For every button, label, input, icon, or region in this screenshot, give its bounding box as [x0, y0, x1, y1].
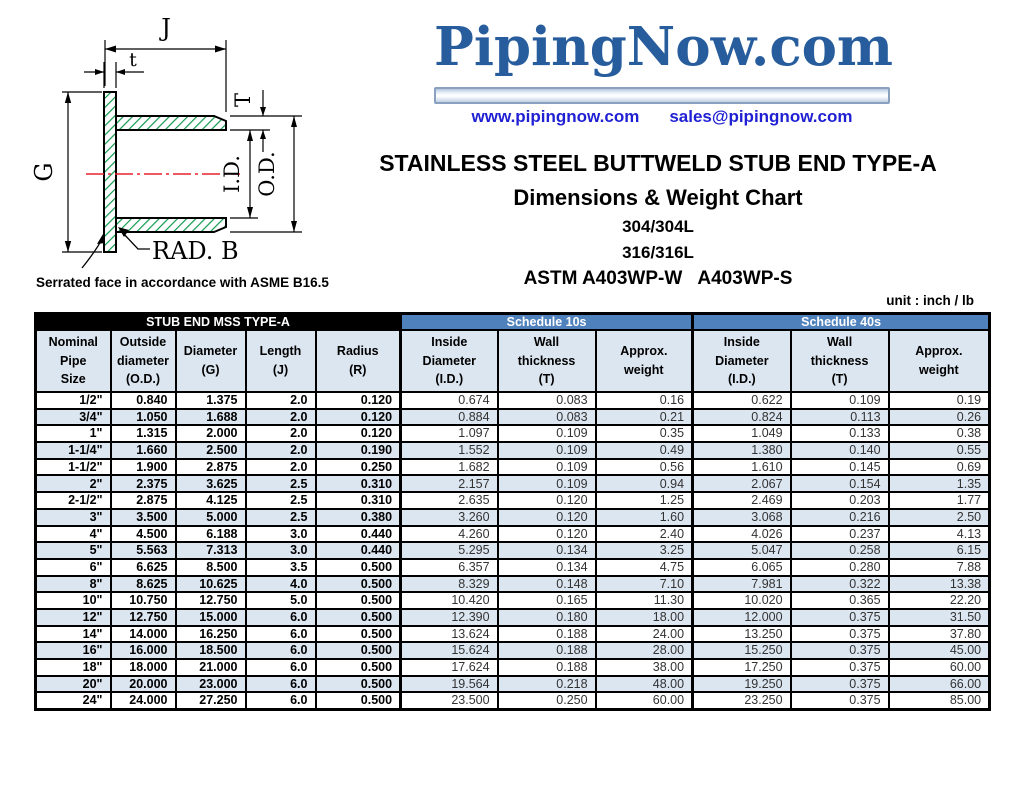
table-cell: 5.000: [176, 509, 246, 526]
table-cell: 7.313: [176, 542, 246, 559]
pipe-bottom-wall: [116, 218, 226, 232]
table-cell: 0.26: [889, 409, 990, 426]
email-link[interactable]: sales@pipingnow.com: [669, 107, 853, 126]
table-cell: 0.120: [498, 509, 596, 526]
title-block: [370, 150, 946, 290]
contact-line: [434, 107, 890, 127]
table-cell: 1-1/4": [36, 442, 111, 459]
table-cell: 3.260: [401, 509, 498, 526]
table-cell: 0.622: [693, 392, 791, 409]
table-cell: 4.125: [176, 492, 246, 509]
table-cell: 0.35: [596, 425, 693, 442]
table-cell: 15.000: [176, 609, 246, 626]
table-cell: 0.083: [498, 409, 596, 426]
table-cell: 0.500: [316, 626, 401, 643]
table-cell: 0.109: [498, 475, 596, 492]
table-cell: 5.295: [401, 542, 498, 559]
dimensions-weight-table: [34, 312, 991, 711]
table-cell: 1/2": [36, 392, 111, 409]
column-header: [693, 330, 791, 392]
column-header-line: (J): [272, 363, 289, 377]
table-cell: 6.625: [111, 559, 176, 576]
column-header-line: weight: [624, 363, 664, 377]
column-header-line: thickness: [810, 353, 869, 368]
table-cell: 6.0: [246, 659, 316, 676]
table-row: [36, 592, 990, 609]
table-cell: 0.375: [791, 609, 889, 626]
table-cell: 5": [36, 542, 111, 559]
table-cell: 3.500: [111, 509, 176, 526]
table-cell: 20.000: [111, 676, 176, 693]
table-cell: 4.260: [401, 526, 498, 543]
table-cell: 17.250: [693, 659, 791, 676]
table-cell: 8.625: [111, 576, 176, 593]
table-cell: 0.180: [498, 609, 596, 626]
table-row: [36, 492, 990, 509]
table-cell: 0.500: [316, 559, 401, 576]
table-cell: 2": [36, 475, 111, 492]
column-header-line: Approx.: [620, 344, 668, 359]
table-cell: 18.500: [176, 642, 246, 659]
table-row: [36, 676, 990, 693]
table-cell: 0.203: [791, 492, 889, 509]
table-cell: 3/4": [36, 409, 111, 426]
table-cell: 0.840: [111, 392, 176, 409]
table-cell: 3.25: [596, 542, 693, 559]
table-cell: 0.165: [498, 592, 596, 609]
column-header-line: Radius: [336, 344, 379, 359]
table-cell: 0.148: [498, 576, 596, 593]
table-cell: 6": [36, 559, 111, 576]
table-cell: 12": [36, 609, 111, 626]
table-cell: 1": [36, 425, 111, 442]
table-cell: 0.134: [498, 542, 596, 559]
table-row: [36, 576, 990, 593]
table-cell: 2.000: [176, 425, 246, 442]
table-cell: 1.77: [889, 492, 990, 509]
column-header-line: (R): [349, 363, 367, 377]
table-cell: 19.564: [401, 676, 498, 693]
table-cell: 37.80: [889, 626, 990, 643]
dimensions-weight-table-wrap: [34, 312, 991, 711]
table-cell: 60.00: [889, 659, 990, 676]
table-row: [36, 559, 990, 576]
unit-note: unit : inch / lb: [886, 293, 974, 308]
table-cell: 2.50: [889, 509, 990, 526]
dim-label-t: t: [129, 49, 137, 71]
rad-b-label: RAD. B: [152, 237, 239, 265]
table-cell: 0.94: [596, 475, 693, 492]
table-cell: 31.50: [889, 609, 990, 626]
dim-label-id: I.D.: [220, 155, 244, 193]
table-cell: 18.000: [111, 659, 176, 676]
table-cell: 0.216: [791, 509, 889, 526]
column-header: [111, 330, 176, 392]
table-cell: 1.315: [111, 425, 176, 442]
table-cell: 0.322: [791, 576, 889, 593]
table-cell: 0.188: [498, 659, 596, 676]
table-cell: 15.624: [401, 642, 498, 659]
column-header-line: Nominal: [48, 334, 98, 349]
column-header-row: [36, 330, 990, 392]
table-cell: 12.750: [111, 609, 176, 626]
table-row: [36, 526, 990, 543]
table-cell: 0.365: [791, 592, 889, 609]
grade-304: 304/304L: [622, 216, 694, 236]
astm-spec: ASTM A403WP-W A403WP-S: [523, 267, 793, 289]
table-cell: 27.250: [176, 692, 246, 709]
table-cell: 0.21: [596, 409, 693, 426]
website-link[interactable]: www.pipingnow.com: [471, 107, 640, 126]
table-cell: 2.5: [246, 492, 316, 509]
column-header-line: (I.D.): [435, 372, 464, 387]
table-cell: 15.250: [693, 642, 791, 659]
table-cell: 0.109: [498, 425, 596, 442]
column-header-line: Inside: [723, 334, 760, 349]
column-header-line: diameter: [116, 353, 170, 368]
table-cell: 0.188: [498, 642, 596, 659]
table-cell: 2.875: [176, 459, 246, 476]
table-row: [36, 659, 990, 676]
table-cell: 1.375: [176, 392, 246, 409]
pipe-top-wall: [116, 116, 226, 130]
column-header-line: Approx.: [915, 344, 963, 359]
table-cell: 24": [36, 692, 111, 709]
table-cell: 3.625: [176, 475, 246, 492]
column-header-line: Wall: [826, 334, 853, 349]
table-cell: 18": [36, 659, 111, 676]
table-cell: 0.218: [498, 676, 596, 693]
column-header: [246, 330, 316, 392]
column-header-line: Length: [259, 344, 302, 359]
column-header-line: weight: [919, 363, 959, 377]
table-cell: 12.750: [176, 592, 246, 609]
table-cell: 0.258: [791, 542, 889, 559]
table-cell: 1.60: [596, 509, 693, 526]
table-cell: 0.134: [498, 559, 596, 576]
table-cell: 21.000: [176, 659, 246, 676]
table-cell: 1.552: [401, 442, 498, 459]
table-cell: 2.5: [246, 475, 316, 492]
table-cell: 13.624: [401, 626, 498, 643]
table-cell: 0.56: [596, 459, 693, 476]
table-cell: 16.250: [176, 626, 246, 643]
table-cell: 0.120: [316, 409, 401, 426]
table-row: [36, 609, 990, 626]
table-cell: 6.065: [693, 559, 791, 576]
table-cell: 0.500: [316, 592, 401, 609]
table-cell: 16.000: [111, 642, 176, 659]
table-row: [36, 425, 990, 442]
dim-label-g: G: [30, 162, 58, 182]
group-header: Schedule 10s: [401, 314, 693, 331]
column-header: [791, 330, 889, 392]
table-cell: 0.310: [316, 492, 401, 509]
table-cell: 0.380: [316, 509, 401, 526]
table-cell: 1.380: [693, 442, 791, 459]
table-cell: 85.00: [889, 692, 990, 709]
column-header-line: (T): [831, 372, 848, 387]
doc-title: STAINLESS STEEL BUTTWELD STUB END TYPE-A: [379, 150, 937, 176]
pipe-graphic-divider: [434, 87, 890, 104]
table-cell: 19.250: [693, 676, 791, 693]
column-header-line: (I.D.): [727, 372, 756, 387]
column-header: [889, 330, 990, 392]
table-cell: 23.000: [176, 676, 246, 693]
table-cell: 28.00: [596, 642, 693, 659]
table-cell: 0.440: [316, 542, 401, 559]
table-cell: 10.020: [693, 592, 791, 609]
column-header-line: (T): [538, 372, 555, 387]
table-cell: 3.5: [246, 559, 316, 576]
table-cell: 0.500: [316, 576, 401, 593]
table-cell: 3.068: [693, 509, 791, 526]
table-cell: 0.16: [596, 392, 693, 409]
table-row: [36, 542, 990, 559]
table-cell: 0.188: [498, 626, 596, 643]
table-cell: 0.120: [316, 392, 401, 409]
table-cell: 0.375: [791, 642, 889, 659]
table-cell: 0.69: [889, 459, 990, 476]
table-cell: 0.083: [498, 392, 596, 409]
table-cell: 0.109: [498, 442, 596, 459]
table-cell: 1-1/2": [36, 459, 111, 476]
table-cell: 16": [36, 642, 111, 659]
table-cell: 0.250: [498, 692, 596, 709]
table-row: [36, 409, 990, 426]
table-row: [36, 475, 990, 492]
table-cell: 8.500: [176, 559, 246, 576]
table-cell: 66.00: [889, 676, 990, 693]
table-cell: 7.981: [693, 576, 791, 593]
table-cell: 6.15: [889, 542, 990, 559]
table-cell: 10": [36, 592, 111, 609]
table-cell: 5.563: [111, 542, 176, 559]
table-cell: 10.420: [401, 592, 498, 609]
table-cell: 60.00: [596, 692, 693, 709]
grade-316: 316/316L: [622, 242, 694, 262]
doc-subtitle: Dimensions & Weight Chart: [513, 184, 803, 210]
table-cell: 0.375: [791, 676, 889, 693]
table-cell: 24.00: [596, 626, 693, 643]
table-cell: 0.19: [889, 392, 990, 409]
table-cell: 0.500: [316, 609, 401, 626]
table-cell: 5.047: [693, 542, 791, 559]
table-cell: 0.375: [791, 692, 889, 709]
table-cell: 7.88: [889, 559, 990, 576]
dim-label-j: J: [161, 14, 171, 42]
table-cell: 45.00: [889, 642, 990, 659]
table-cell: 0.375: [791, 626, 889, 643]
table-cell: 7.10: [596, 576, 693, 593]
column-header: [176, 330, 246, 392]
table-cell: 6.188: [176, 526, 246, 543]
table-row: [36, 392, 990, 409]
table-row: [36, 692, 990, 709]
table-cell: 0.120: [316, 425, 401, 442]
table-cell: 24.000: [111, 692, 176, 709]
table-cell: 48.00: [596, 676, 693, 693]
table-cell: 3.0: [246, 526, 316, 543]
table-cell: 10.750: [111, 592, 176, 609]
table-cell: 0.310: [316, 475, 401, 492]
table-cell: 6.0: [246, 609, 316, 626]
table-cell: 0.250: [316, 459, 401, 476]
table-cell: 38.00: [596, 659, 693, 676]
flange-section: [104, 92, 116, 252]
table-cell: 0.38: [889, 425, 990, 442]
table-cell: 2.40: [596, 526, 693, 543]
table-cell: 0.109: [791, 392, 889, 409]
table-cell: 4.026: [693, 526, 791, 543]
table-row: [36, 459, 990, 476]
table-cell: 8": [36, 576, 111, 593]
table-cell: 1.688: [176, 409, 246, 426]
table-cell: 8.329: [401, 576, 498, 593]
table-cell: 0.145: [791, 459, 889, 476]
table-cell: 1.049: [693, 425, 791, 442]
table-cell: 1.097: [401, 425, 498, 442]
table-cell: 2.067: [693, 475, 791, 492]
table-cell: 1.900: [111, 459, 176, 476]
table-cell: 2.375: [111, 475, 176, 492]
column-header-line: Pipe: [60, 353, 87, 368]
column-header-line: Wall: [533, 334, 560, 349]
table-cell: 4.0: [246, 576, 316, 593]
table-cell: 4.13: [889, 526, 990, 543]
column-header-line: Diameter: [183, 344, 238, 359]
table-cell: 4.75: [596, 559, 693, 576]
table-cell: 2-1/2": [36, 492, 111, 509]
table-cell: 18.00: [596, 609, 693, 626]
table-cell: 4.500: [111, 526, 176, 543]
column-header-line: Size: [60, 372, 86, 387]
column-header-line: (O.D.): [125, 372, 161, 387]
table-cell: 13.250: [693, 626, 791, 643]
table-cell: 3.0: [246, 542, 316, 559]
table-cell: 20": [36, 676, 111, 693]
table-cell: 6.0: [246, 676, 316, 693]
table-cell: 0.824: [693, 409, 791, 426]
table-cell: 23.500: [401, 692, 498, 709]
table-cell: 0.884: [401, 409, 498, 426]
stub-end-diagram: [0, 0, 340, 300]
table-cell: 2.635: [401, 492, 498, 509]
column-header-line: Diameter: [715, 353, 769, 368]
column-header-line: Inside: [431, 334, 468, 349]
group-header: STUB END MSS TYPE-A: [36, 314, 401, 331]
table-cell: 2.0: [246, 442, 316, 459]
table-cell: 3": [36, 509, 111, 526]
table-cell: 1.682: [401, 459, 498, 476]
table-cell: 4": [36, 526, 111, 543]
table-cell: 2.0: [246, 425, 316, 442]
table-cell: 0.133: [791, 425, 889, 442]
table-cell: 2.0: [246, 409, 316, 426]
table-cell: 23.250: [693, 692, 791, 709]
table-row: [36, 442, 990, 459]
table-cell: 2.157: [401, 475, 498, 492]
table-cell: 14.000: [111, 626, 176, 643]
table-cell: 0.109: [498, 459, 596, 476]
table-cell: 0.120: [498, 526, 596, 543]
column-header-line: thickness: [517, 353, 576, 368]
column-header: [36, 330, 111, 392]
table-cell: 22.20: [889, 592, 990, 609]
table-cell: 0.55: [889, 442, 990, 459]
column-header: [596, 330, 693, 392]
column-header: [401, 330, 498, 392]
table-cell: 5.0: [246, 592, 316, 609]
table-cell: 6.357: [401, 559, 498, 576]
table-cell: 1.35: [889, 475, 990, 492]
table-cell: 2.500: [176, 442, 246, 459]
table-cell: 17.624: [401, 659, 498, 676]
table-cell: 2.5: [246, 509, 316, 526]
table-cell: 2.875: [111, 492, 176, 509]
table-row: [36, 642, 990, 659]
pipingnow-logo: PipingNow.com: [434, 16, 894, 78]
stub-end-cross-section-drawing: [0, 0, 340, 300]
table-cell: 6.0: [246, 626, 316, 643]
table-cell: 14": [36, 626, 111, 643]
column-header-line: Outside: [119, 334, 167, 349]
table-cell: 0.500: [316, 692, 401, 709]
column-header: [316, 330, 401, 392]
table-cell: 2.0: [246, 392, 316, 409]
table-cell: 10.625: [176, 576, 246, 593]
table-cell: 0.280: [791, 559, 889, 576]
group-header-row: [36, 314, 990, 331]
table-cell: 0.500: [316, 659, 401, 676]
dim-label-od: O.D.: [255, 151, 279, 197]
table-cell: 0.500: [316, 642, 401, 659]
column-header: [498, 330, 596, 392]
table-cell: 0.120: [498, 492, 596, 509]
table-cell: 6.0: [246, 692, 316, 709]
dim-label-wall-t: T: [231, 92, 255, 108]
table-cell: 0.190: [316, 442, 401, 459]
table-cell: 0.140: [791, 442, 889, 459]
serrated-face-note: Serrated face in accordance with ASME B16.5: [36, 275, 329, 290]
table-row: [36, 509, 990, 526]
table-cell: 1.25: [596, 492, 693, 509]
table-cell: 1.610: [693, 459, 791, 476]
table-cell: 12.000: [693, 609, 791, 626]
table-cell: 0.375: [791, 659, 889, 676]
table-cell: 12.390: [401, 609, 498, 626]
table-cell: 2.469: [693, 492, 791, 509]
column-header-line: Diameter: [422, 353, 477, 368]
column-header-line: (G): [201, 363, 220, 377]
table-cell: 0.500: [316, 676, 401, 693]
table-row: [36, 626, 990, 643]
table-cell: 0.237: [791, 526, 889, 543]
table-cell: 0.440: [316, 526, 401, 543]
table-cell: 11.30: [596, 592, 693, 609]
table-cell: 1.660: [111, 442, 176, 459]
table-cell: 6.0: [246, 642, 316, 659]
table-cell: 0.49: [596, 442, 693, 459]
table-cell: 0.154: [791, 475, 889, 492]
table-cell: 0.674: [401, 392, 498, 409]
table-cell: 2.0: [246, 459, 316, 476]
group-header: Schedule 40s: [693, 314, 990, 331]
table-cell: 0.113: [791, 409, 889, 426]
table-cell: 13.38: [889, 576, 990, 593]
table-cell: 1.050: [111, 409, 176, 426]
